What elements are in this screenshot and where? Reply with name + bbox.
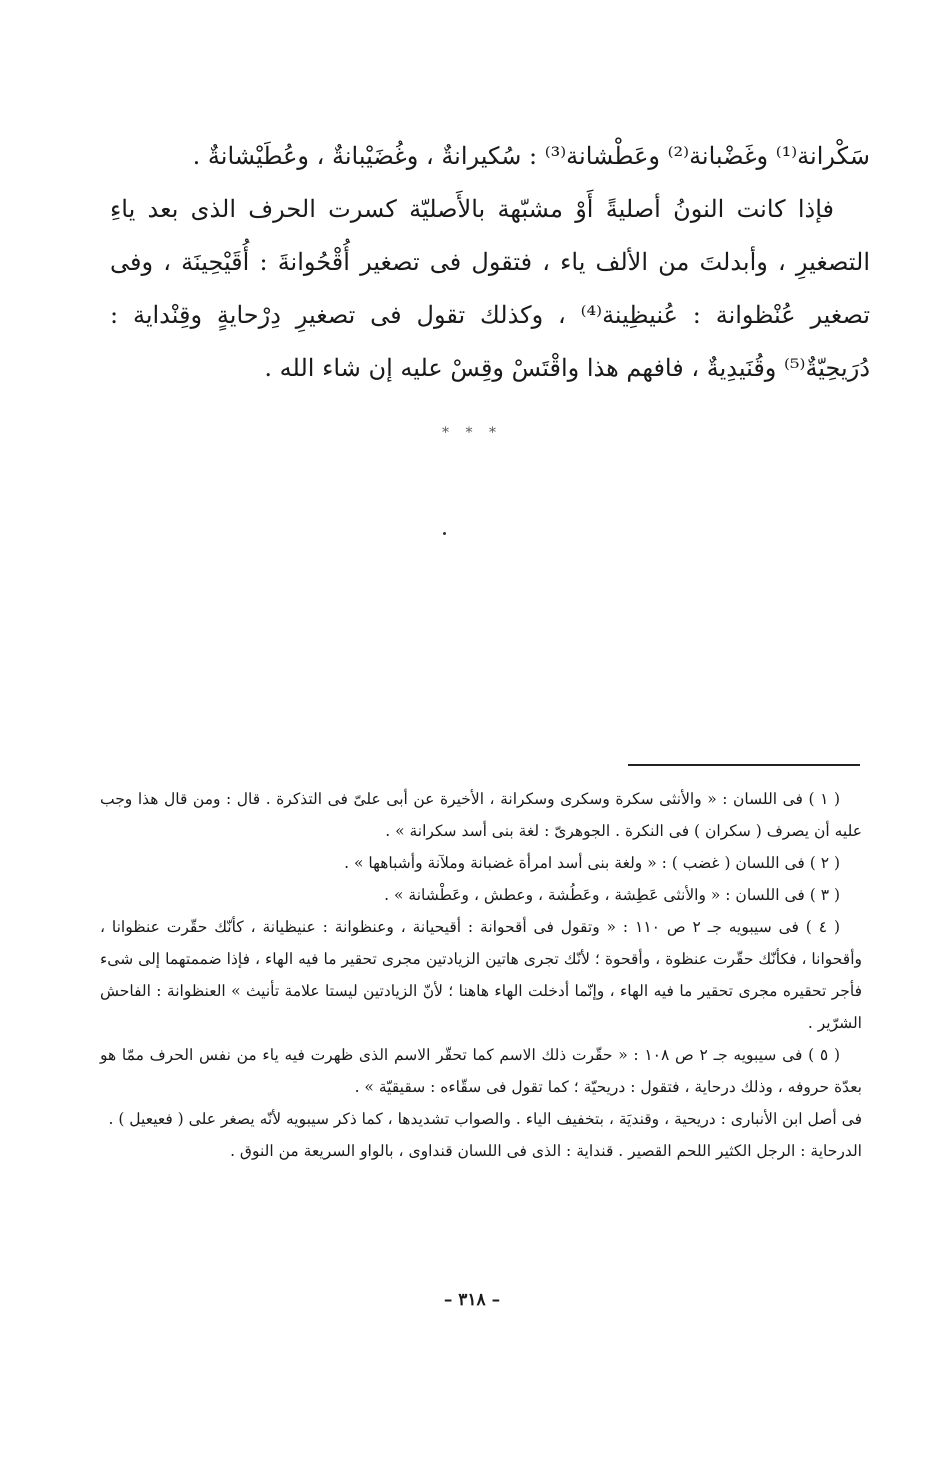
paragraph-1: سَكْرانة⁽¹⁾ وغَضْبانة⁽²⁾ وعَطْشانة⁽³⁾ : سُكيرانةٌ ، وغُضَيْبانةٌ ، وعُطَيْشانةٌ .: [192, 142, 870, 170]
footnote-5: ( ٥ ) فى سيبويه جـ ٢ ص ١٠٨ : « حقّرت ذلك الاسم كما تحقّر الاسم الذى ظهرت فيه ياء من نفس الحرف ممّا هو بعدّة حروفه ، وذلك درحاية ، فتقول : دريحيّة ؛ كما تقول فى سقّاءه : سقيقيّة » .: [100, 1046, 862, 1096]
stray-dot: [443, 532, 446, 535]
footnote-2: ( ٢ ) فى اللسان ( غضب ) : « ولغة بنى أسد امرأة غضبانة وملآنة وأشباهها » .: [344, 854, 840, 872]
paragraph-2: فإذا كانت النونُ أصليةً أَوْ مشبّهة بالأَصليّة كسرت الحرف الذى بعد ياءِ التصغيرِ ، وأبدلتَ من الألف ياء ، فتقول فى تصغير أُقْحُوانةَ : أُقَيْحِينَة ، وفى تصغير عُنْظوانة : عُنيظِينة⁽⁴⁾ ، وكذلك تقول فى تصغيرِ دِرْحايةٍ وقِنْداية : دُرَيحِيّةٌ⁽⁵⁾ وقُنَيدِيةٌ ، فافهم هذا واقْتَسْ وقِسْ عليه إن شاء الله .: [110, 195, 870, 382]
footnote-4: ( ٤ ) فى سيبويه جـ ٢ ص ١١٠ : « وتقول فى أقحوانة : أقيحيانة ، وعنظوانة : عنيظيانة ، كأنّك حقّرت عنظوانا ، وأقحوانا ، فكأنّك حقّرت عنظوة ، وأقحوة ؛ لأنّك تجرى هاتين الزيادتين مجرى تحقير ما فيه الهاء ، فإذا ضممتهما إلى شىء فأجر تحقيره مجرى تحقير ما فيه الهاء ، وإنّما أدخلت الهاء هاهنا ؛ لأنّ الزيادتين ليستا علامة تأنيث » العنظوانة : الفاحش الشرّير .: [100, 918, 862, 1032]
page-number: – ٣١٨ –: [443, 1290, 501, 1310]
footnote-5-note: فى أصل ابن الأنبارى : دريحية ، وقنديَة ، بتخفيف الياء . والصواب تشديدها ، كما ذكر سيبويه لأنّه يصغر على ( فعيعيل ) .: [108, 1110, 862, 1128]
footnote-rule: [628, 764, 860, 766]
section-separator: * * *: [442, 425, 502, 441]
footnote-5-gloss: الدرحاية : الرجل الكثير اللحم القصير . قنداية : الذى فى اللسان قنداوى ، بالواو السريعة من النوق .: [230, 1142, 862, 1160]
footnote-3: ( ٣ ) فى اللسان : « والأنثى عَطِشة ، وعَطُشة ، وعطش ، وعَطْشانة » .: [384, 886, 840, 904]
footnote-1: ( ١ ) فى اللسان : « والأنثى سكرة وسكرى وسكرانة ، الأخيرة عن أبى علىّ فى التذكرة . قال : ومن قال هذا وجب عليه أن يصرف ( سكران ) فى النكرة . الجوهرىّ : لغة بنى أسد سكرانة » .: [100, 790, 862, 840]
footnotes: [100, 783, 862, 1167]
main-text: [110, 130, 870, 395]
